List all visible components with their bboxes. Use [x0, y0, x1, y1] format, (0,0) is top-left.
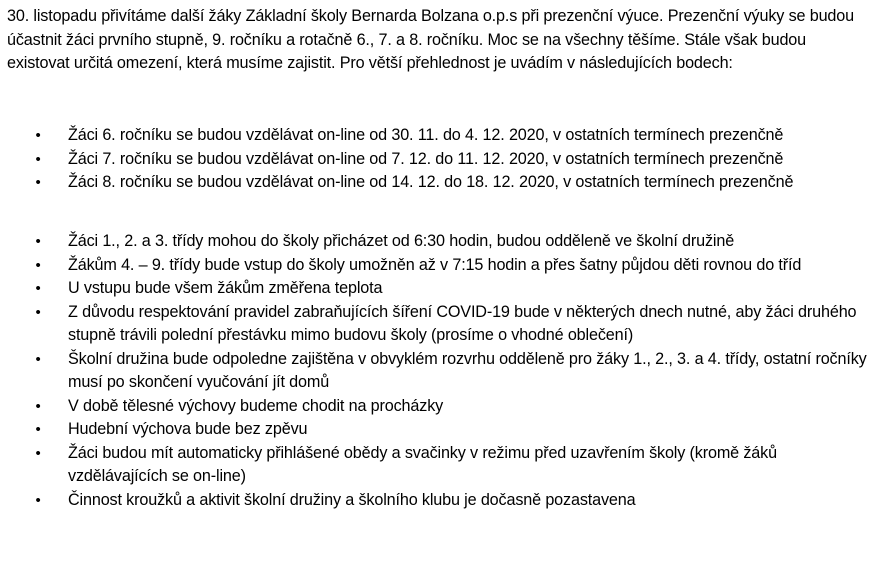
- rotation-schedule-list: [0, 124, 876, 195]
- list-item-text: Žáci 1., 2. a 3. třídy mohou do školy přicházet od 6:30 hodin, budou odděleně ve školní družině: [68, 232, 735, 250]
- list-item: [0, 254, 876, 278]
- list-item: [0, 489, 876, 513]
- list-item: [0, 395, 876, 419]
- list-item-text: Z důvodu respektování pravidel zabraňujících šíření COVID-19 bude v některých dnech nutné, aby žáci druhého stupně trávili polední přestávku mimo budovu školy (prosíme o vhodné oblečení): [68, 302, 857, 344]
- bullet-icon: •: [35, 350, 41, 368]
- list-item-text: Žáci 6. ročníku se budou vzdělávat on-line od 30. 11. do 4. 12. 2020, v ostatních termínech prezenčně: [68, 126, 784, 144]
- bullet-icon: •: [35, 444, 41, 462]
- list-item: [0, 418, 876, 442]
- list-item-text: Žáci 8. ročníku se budou vzdělávat on-line od 14. 12. do 18. 12. 2020, v ostatních termínech prezenčně: [68, 173, 794, 191]
- bullet-icon: •: [35, 127, 41, 144]
- list-item-text: V době tělesné výchovy budeme chodit na procházky: [68, 396, 444, 415]
- list-item: [0, 230, 876, 254]
- rules-list: [0, 230, 876, 512]
- bullet-icon: •: [35, 256, 41, 274]
- bullet-icon: •: [35, 280, 41, 297]
- bullet-icon: •: [35, 233, 41, 250]
- list-item-text: Žákům 4. – 9. třídy bude vstup do školy umožněn až v 7:15 hodin a přes šatny půjdou děti rovnou do tříd: [68, 255, 802, 274]
- list-item-text: Činnost kroužků a aktivit školní družiny a školního klubu je dočasně pozastavena: [68, 490, 636, 509]
- list-item: [0, 171, 876, 195]
- bullet-icon: •: [35, 421, 41, 438]
- bullet-icon: •: [35, 491, 41, 509]
- list-item: [0, 124, 876, 148]
- list-item-text: Hudební výchova bude bez zpěvu: [68, 420, 308, 438]
- list-item-text: Školní družina bude odpoledne zajištěna v obvyklém rozvrhu odděleně pro žáky 1., 2., 3. a 4. třídy, ostatní ročníky musí po skončení vyučování jít domů: [68, 349, 867, 391]
- bullet-icon: •: [35, 174, 41, 191]
- list-item-text: Žáci budou mít automaticky přihlášené obědy a svačinky v režimu před uzavřením školy (kromě žáků vzdělávajících se on-line): [68, 443, 777, 485]
- bullet-icon: •: [35, 397, 41, 415]
- list-item: [0, 277, 876, 301]
- list-item-text: Žáci 7. ročníku se budou vzdělávat on-line od 7. 12. do 11. 12. 2020, v ostatních termínech prezenčně: [68, 149, 784, 168]
- list-item: [0, 148, 876, 172]
- list-item: [0, 301, 876, 348]
- list-item: [0, 442, 876, 489]
- list-item: [0, 348, 876, 395]
- list-item-text: U vstupu bude všem žákům změřena teplota: [68, 279, 383, 297]
- bullet-icon: •: [35, 150, 41, 168]
- bullet-icon: •: [35, 303, 41, 321]
- intro-paragraph: 30. listopadu přivítáme další žáky Základní školy Bernarda Bolzana o.p.s při prezenční výuce. Prezenční výuky se budou účastnit žáci prvního stupně, 9. ročníku a rotačně 6., 7. a 8. ročníku. Moc se na všechny těšíme. Stále však budou existovat určitá omezení, která musíme zajistit. Pro větší přehlednost je uvádím v následujících bodech:: [7, 7, 854, 72]
